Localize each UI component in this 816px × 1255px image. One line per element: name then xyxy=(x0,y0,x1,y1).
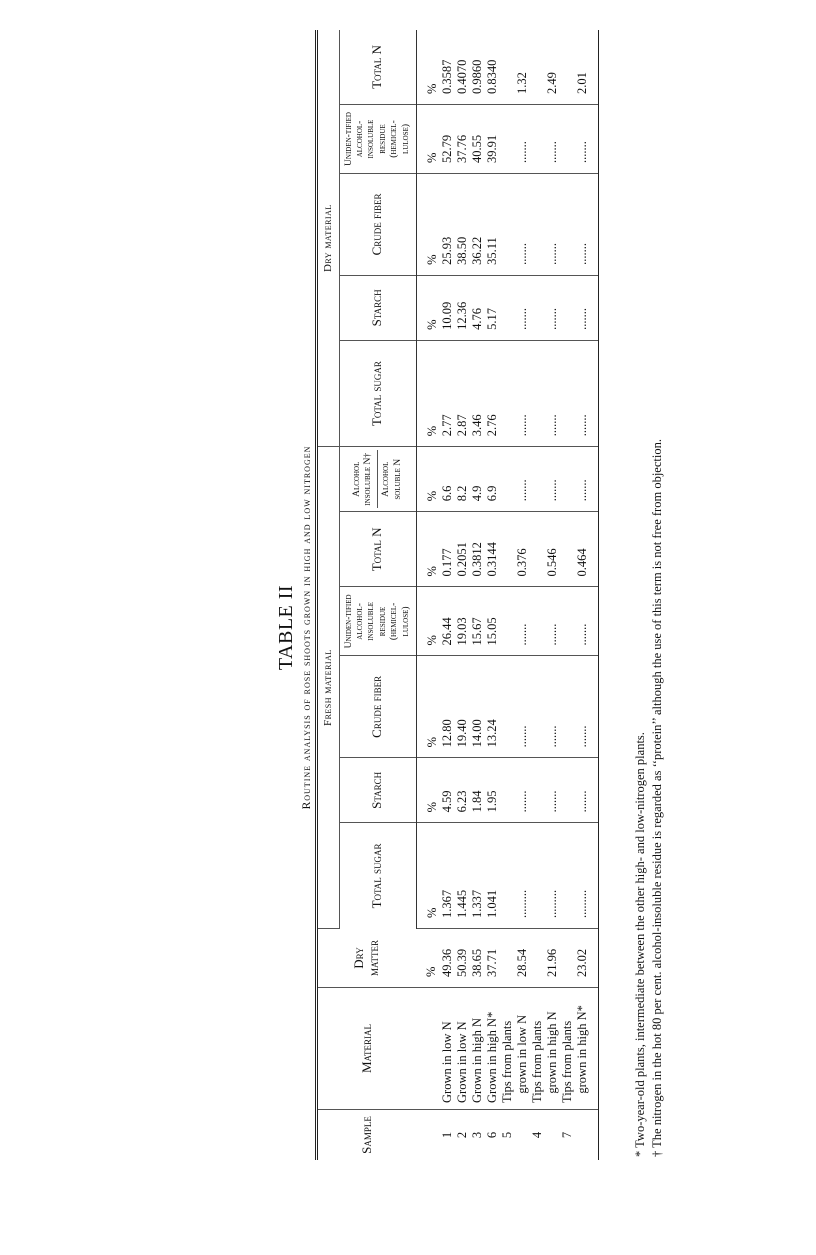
percent-unit: % xyxy=(416,30,440,104)
table-container xyxy=(315,30,599,1160)
header-fresh-starch: Starch xyxy=(339,758,416,823)
dry-crude-fiber-values: 25.93 38.50 36.22 35.11 ....... ....... ....... xyxy=(440,173,599,275)
table-title: TABLE II xyxy=(275,584,297,671)
footnote-dagger: † The nitrogen in the hot 80 per cent. alcohol-insoluble residue is regarded as ‘‘protein’’ although the use of this term is not free from objection. xyxy=(650,439,664,1157)
header-sample: Sample xyxy=(317,1110,417,1161)
percent-unit: % xyxy=(416,340,440,446)
footnote-star: * Two-year-old plants, intermediate between the other high- and low-nitrogen plants. xyxy=(633,732,647,1157)
percent-unit: % xyxy=(416,275,440,340)
table-subtitle: Routine analysis of rose shoots grown in high and low nitrogen xyxy=(301,445,313,810)
header-fresh-total-sugar: Total sugar xyxy=(339,823,416,929)
dry-starch-values: 10.09 12.36 4.76 5.17 ....... ....... ....... xyxy=(440,275,599,340)
percent-row xyxy=(416,30,440,1160)
dry-residue-values: 52.79 37.76 40.55 39.91 ....... ....... ....... xyxy=(440,104,599,173)
percent-unit: % xyxy=(416,929,440,988)
header-fresh-material: Fresh material xyxy=(317,447,340,929)
percent-unit: % xyxy=(416,173,440,275)
analysis-table xyxy=(315,30,599,1160)
header-alcohol-soluble-n: Alcohol soluble N xyxy=(381,458,403,500)
percent-unit: % xyxy=(416,104,440,173)
header-dry-starch: Starch xyxy=(339,275,416,340)
fresh-residue-values: 26.44 19.03 15.67 15.05 ....... ....... ....... xyxy=(440,587,599,656)
data-row xyxy=(440,30,599,1160)
percent-unit: % xyxy=(416,447,440,512)
fresh-total-sugar-values: 1.367 1.445 1.337 1.041 ......... ......... ......... xyxy=(440,823,599,929)
header-dry-total-n: Total N xyxy=(339,30,416,104)
footnotes xyxy=(632,439,666,1157)
header-dry-total-sugar: Total sugar xyxy=(339,340,416,446)
percent-unit: % xyxy=(416,512,440,587)
header-alcohol-ratio xyxy=(339,447,416,512)
header-dry-crude-fiber: Crude fiber xyxy=(339,173,416,275)
percent-unit: % xyxy=(416,758,440,823)
fresh-starch-values: 4.59 6.23 1.84 1.95 ....... ....... ....... xyxy=(440,758,599,823)
header-alcohol-insoluble-n: Alcohol insoluble N† xyxy=(352,450,379,508)
header-dry-residue: Uniden-tified alcohol-insoluble residue (hemicel-lulose) xyxy=(339,104,416,173)
percent-unit: % xyxy=(416,656,440,758)
dry-total-n-values: 0.3587 0.4070 0.9860 0.8340 1.32 2.49 2.01 xyxy=(440,30,599,104)
fresh-crude-fiber-values: 12.80 19.40 14.00 13.24 ....... ....... ....... xyxy=(440,656,599,758)
header-dry-matter: Dry matter xyxy=(317,929,417,988)
percent-unit: % xyxy=(416,587,440,656)
sample-numbers: 1 2 3 6 5 4 7 xyxy=(440,1110,599,1161)
fresh-total-n-values: 0.177 0.2051 0.3812 0.3144 0.376 0.546 0.464 xyxy=(440,512,599,587)
material-list: Grown in low N Grown in low N Grown in high N Grown in high N* Tips from plants grown in low N Tips from plants grown in high N Tips from plants grown in high N* xyxy=(440,988,599,1110)
header-fresh-total-n: Total N xyxy=(339,512,416,587)
header-material: Material xyxy=(317,988,417,1110)
percent-unit: % xyxy=(416,823,440,929)
header-fresh-crude-fiber: Crude fiber xyxy=(339,656,416,758)
alcohol-ratio-values: 6.6 8.2 4.9 6.9 ....... ....... ....... xyxy=(440,447,599,512)
dry-total-sugar-values: 2.77 2.87 3.46 2.76 ....... ....... ....... xyxy=(440,340,599,446)
dry-matter-values: 49.36 50.39 38.65 37.71 28.54 21.96 23.02 xyxy=(440,929,599,988)
header-dry-material: Dry material xyxy=(317,30,340,447)
header-fresh-residue: Uniden-tified alcohol-insoluble residue (hemicel-lulose) xyxy=(339,587,416,656)
